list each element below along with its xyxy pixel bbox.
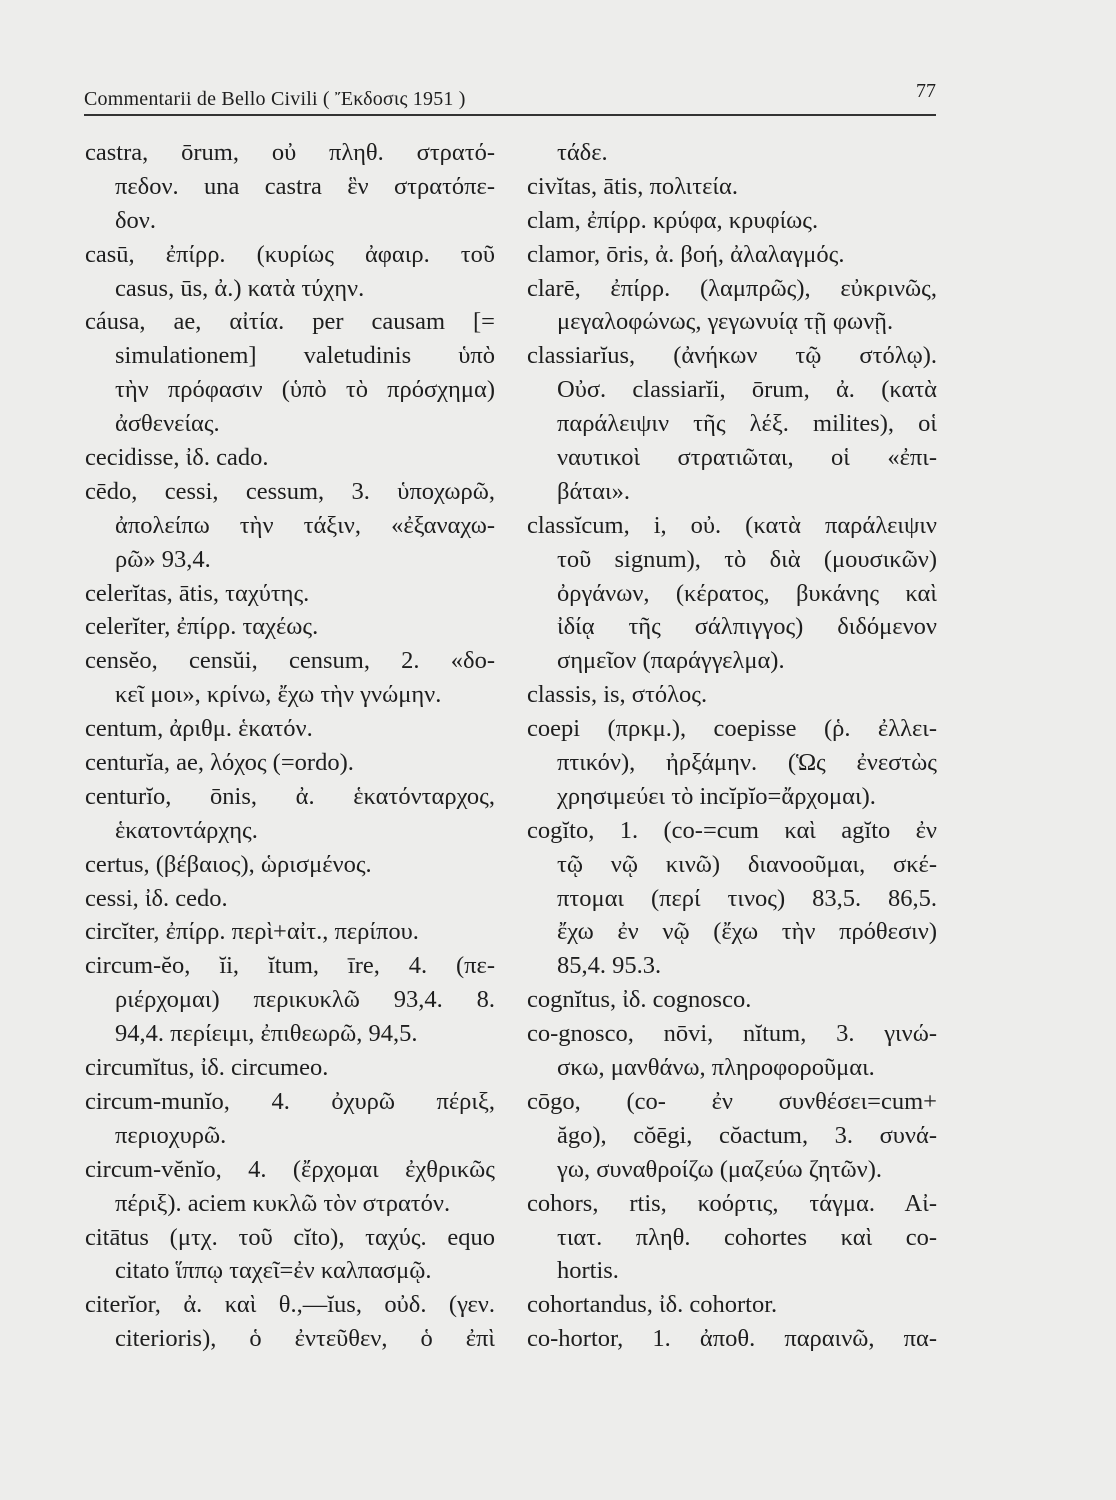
entry-headline: co-hortor, 1. ἀποθ. παραινῶ, πα- xyxy=(527,1325,937,1353)
entry-headline: co-gnosco, nōvi, nĭtum, 3. γινώ- xyxy=(527,1020,937,1048)
entry-headline: cogĭto, 1. (co-=cum καὶ agĭto ἐν xyxy=(527,816,937,844)
entry-headline: classĭcum, i, οὐ. (κατὰ παράλειψιν xyxy=(527,511,937,539)
running-title: Commentarii de Bello Civili ( Ἔκδοσις 1951 ) xyxy=(84,88,466,110)
entry-continuation-line: σημεῖον (παράγγελμα). xyxy=(557,647,785,675)
entry-headline: centurĭa, ae, λόχος (=ordo). xyxy=(85,749,354,777)
entry-headline: celerĭtas, ātis, ταχύτης. xyxy=(85,579,310,607)
entry-continuation-line: τοῦ signum), τὸ διὰ (μουσικῶν) xyxy=(557,545,937,573)
entry-headline: celerĭter, ἐπίρρ. ταχέως. xyxy=(85,613,319,641)
entry-headline: classiarĭus, (ἀνήκων τῷ στόλῳ). xyxy=(527,342,937,370)
entry-headline: cognĭtus, ἰδ. cognosco. xyxy=(527,986,752,1014)
entry-headline: clam, ἐπίρρ. κρύφα, κρυφίως. xyxy=(527,206,819,234)
entry-continuation-line: βάται». xyxy=(557,477,630,505)
entry-headline: cessi, ἰδ. cedo. xyxy=(85,884,228,912)
entry-continuation-line: ăgo), cŏēgi, cŏactum, 3. συνά- xyxy=(557,1121,937,1149)
entry-headline: classis, is, στόλος. xyxy=(527,681,708,709)
entry-continuation-line: ἀπολείπω τὴν τάξιν, «ἐξαναχω- xyxy=(115,511,495,539)
entry-continuation-line: τὴν πρόφασιν (ὑπὸ τὸ πρόσχημα) xyxy=(115,376,495,404)
entry-continuation-line: περιοχυρῶ. xyxy=(115,1121,227,1149)
entry-headline: citerĭor, ἀ. καὶ θ.,—ĭus, οὐδ. (γεν. xyxy=(85,1291,495,1319)
entry-headline: cecidisse, ἰδ. cado. xyxy=(85,444,269,472)
entry-continuation-line: ὀργάνων, (κέρατος, βυκάνης καὶ xyxy=(557,579,937,607)
entry-headline: cohortandus, ἰδ. cohortor. xyxy=(527,1291,778,1319)
entry-continuation-line: κεῖ μοι», κρίνω, ἔχω τὴν γνώμην. xyxy=(115,681,442,709)
entry-continuation-line: citerioris), ὁ ἐντεῦθεν, ὁ ἐπὶ xyxy=(115,1325,495,1353)
entry-headline: casū, ἐπίρρ. (κυρίως ἀφαιρ. τοῦ xyxy=(85,240,495,268)
entry-continuation-line: 85,4. 95.3. xyxy=(557,952,662,980)
entry-headline: clarē, ἐπίρρ. (λαμπρῶς), εὐκρινῶς, xyxy=(527,274,937,302)
entry-continuation-line: σκω, μανθάνω, πληροφοροῦμαι. xyxy=(557,1054,875,1082)
entry-headline: cohors, rtis, κοόρτις, τάγμα. Αἰ- xyxy=(527,1189,937,1217)
entry-headline: circĭter, ἐπίρρ. περὶ+αἰτ., περίπου. xyxy=(85,918,419,946)
entry-headline: circum-ĕo, ĭi, ĭtum, īre, 4. (πε- xyxy=(85,952,495,980)
entry-headline: centurĭo, ōnis, ἀ. ἑκατόνταρχος, xyxy=(85,782,495,810)
entry-continuation-line: ἔχω ἐν νῷ (ἔχω τὴν πρόθεσιν) xyxy=(557,918,937,946)
entry-continuation-line: παράλειψιν τῆς λέξ. milites), οἱ xyxy=(557,410,937,438)
entry-continuation-line: χρησιμεύει τὸ incĭpĭo=ἄρχομαι). xyxy=(557,782,876,810)
entry-continuation-line: citato ἵππῳ ταχεῖ=ἐν καλπασμῷ. xyxy=(115,1257,432,1285)
entry-continuation-line: πεδον. una castra ἓν στρατόπε- xyxy=(115,172,495,200)
header-rule xyxy=(84,114,936,116)
entry-headline: circum-vĕnĭo, 4. (ἔρχομαι ἐχθρικῶς xyxy=(85,1155,495,1183)
entry-continuation-line: simulationem] valetudinis ὑπὸ xyxy=(115,342,495,370)
entry-continuation-line: πτικόν), ἠρξάμην. (Ὡς ἐνεστὼς xyxy=(557,749,937,777)
entry-continuation-line: ριέρχομαι) περικυκλῶ 93,4. 8. xyxy=(115,986,495,1014)
entry-continuation-line: γω, συναθροίζω (μαζεύω ζητῶν). xyxy=(557,1155,883,1183)
entry-continuation-line: πτομαι (περί τινος) 83,5. 86,5. xyxy=(557,884,937,912)
entry-headline: cōgo, (co- ἐν συνθέσει=cum+ xyxy=(527,1087,937,1115)
entry-continuation-line: ναυτικοὶ στρατιῶται, οἱ «ἐπι- xyxy=(557,444,937,472)
page-number: 77 xyxy=(916,80,936,102)
entry-headline: cēdo, cessi, cessum, 3. ὑποχωρῶ, xyxy=(85,477,495,505)
entry-headline: castra, ōrum, οὐ πληθ. στρατό- xyxy=(85,139,495,166)
entry-headline: censĕo, censŭi, censum, 2. «δο- xyxy=(85,647,495,675)
entry-headline: clamor, ōris, ἀ. βοή, ἀλαλαγμός. xyxy=(527,240,845,268)
entry-headline: citātus (μτχ. τοῦ cĭto), ταχύς. equo xyxy=(85,1223,495,1251)
entry-headline: centum, ἀριθμ. ἑκατόν. xyxy=(85,715,313,743)
entry-continuation-line: hortis. xyxy=(557,1257,619,1285)
entry-continuation-line: ἑκατοντάρχης. xyxy=(115,816,258,844)
entry-continuation-line: τῷ νῷ κινῶ) διανοοῦμαι, σκέ- xyxy=(557,850,937,878)
entry-headline: circum-munĭo, 4. ὀχυρῶ πέριξ, xyxy=(85,1087,495,1115)
entry-headline: certus, (βέβαιος), ὡρισμένος. xyxy=(85,850,372,878)
entry-continuation-line: ἰδίᾳ τῆς σάλπιγγος) διδόμενον xyxy=(557,613,937,641)
entry-continuation-line: ρῶ» 93,4. xyxy=(115,545,211,573)
entry-continuation-line: δον. xyxy=(115,206,156,234)
entry-headline: cáusa, ae, αἰτία. per causam [= xyxy=(85,308,495,336)
entry-continuation-line: τάδε. xyxy=(557,139,608,166)
entry-continuation-line: μεγαλοφώνως, γεγωνυίᾳ τῇ φωνῇ. xyxy=(557,308,894,336)
entry-continuation-line: τιατ. πληθ. cohortes καὶ co- xyxy=(557,1223,937,1251)
entry-continuation-line: casus, ūs, ἀ.) κατὰ τύχην. xyxy=(115,274,365,302)
entry-continuation-line: Οὐσ. classiarĭi, ōrum, ἀ. (κατὰ xyxy=(557,376,937,404)
entry-headline: circumĭtus, ἰδ. circumeo. xyxy=(85,1054,329,1082)
glossary-column-left xyxy=(85,136,495,1356)
entry-continuation-line: ἀσθενείας. xyxy=(115,410,220,438)
entry-headline: civĭtas, ātis, πολιτεία. xyxy=(527,172,738,200)
page-header xyxy=(84,80,936,116)
entry-headline: coepi (πρκμ.), coepisse (ῥ. ἐλλει- xyxy=(527,715,937,743)
glossary-column-right xyxy=(527,136,937,1356)
entry-continuation-line: 94,4. περίειμι, ἐπιθεωρῶ, 94,5. xyxy=(115,1020,418,1048)
entry-continuation-line: πέριξ). aciem κυκλῶ τὸν στρατόν. xyxy=(115,1189,451,1217)
